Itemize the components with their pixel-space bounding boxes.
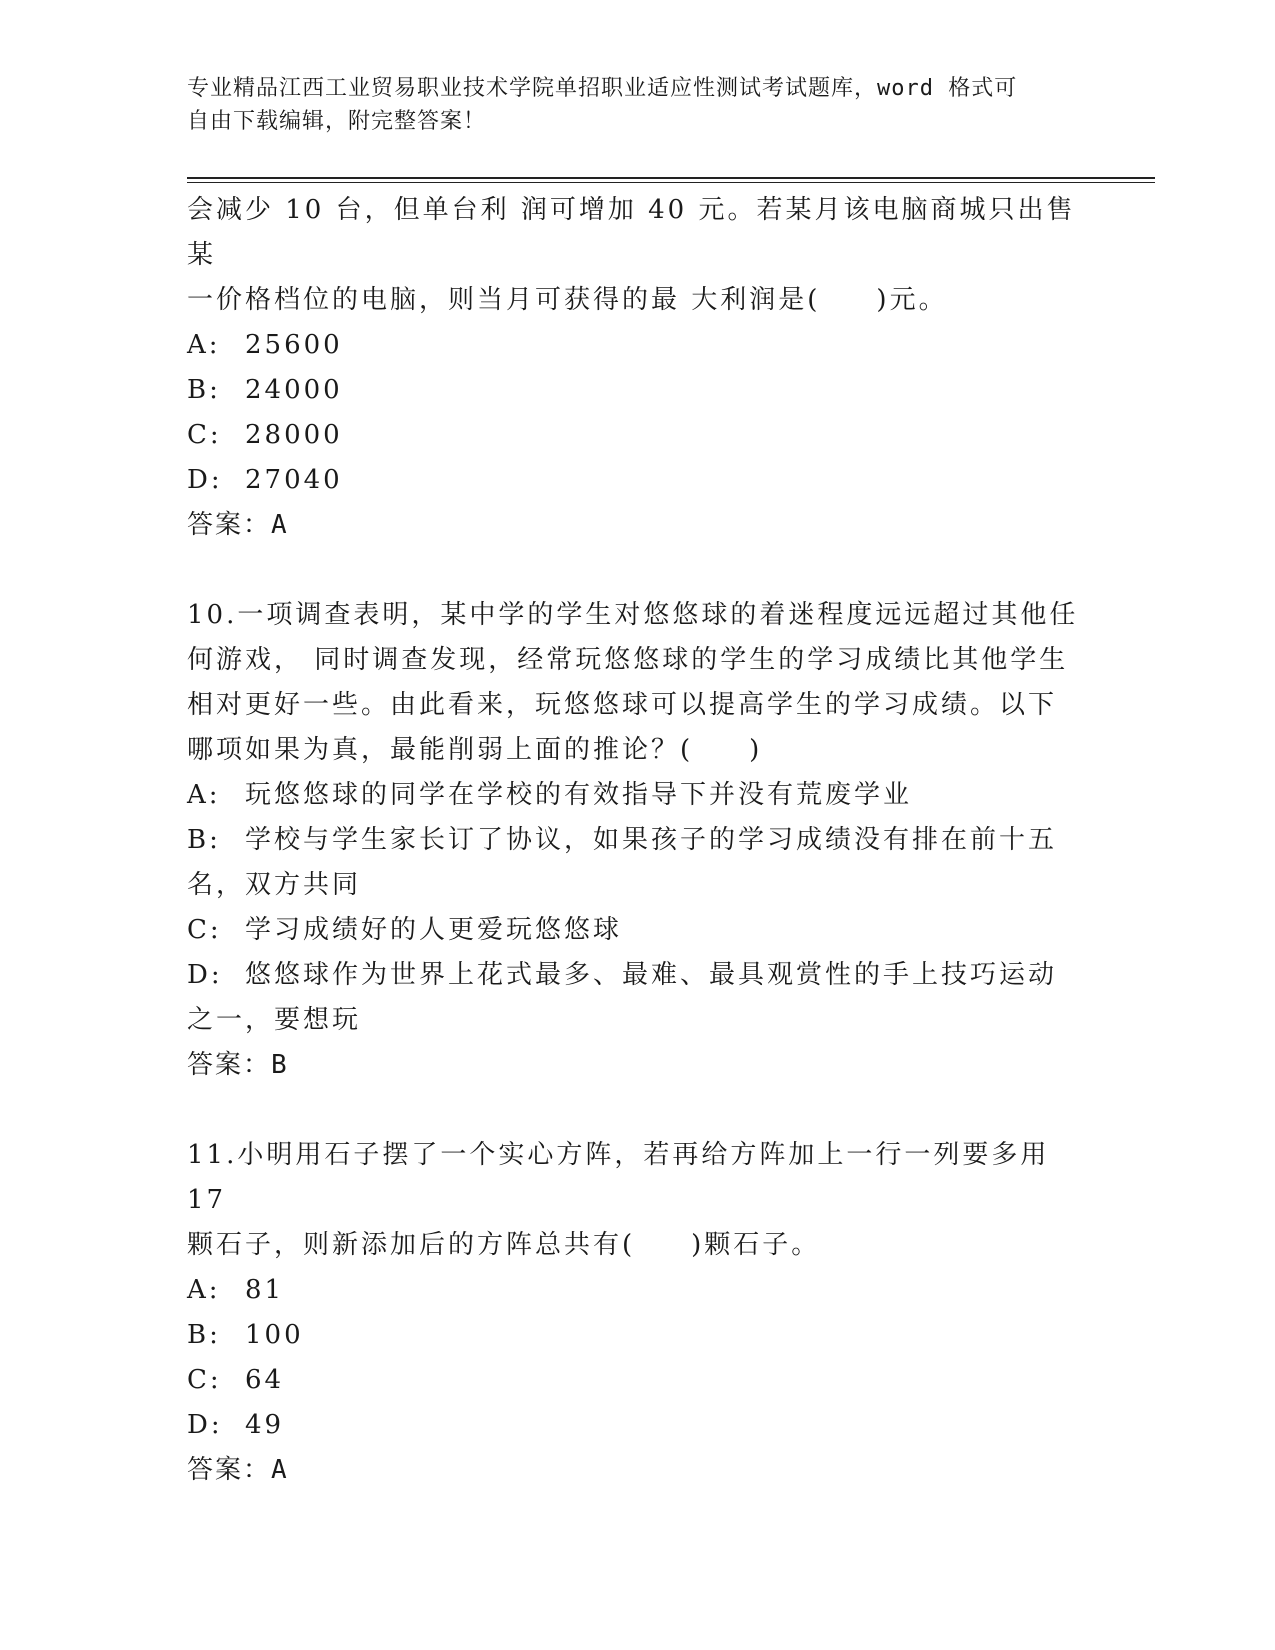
q11-answer: 答案：A — [187, 1455, 289, 1485]
header-line-2: 自由下载编辑，附完整答案！ — [187, 109, 487, 134]
q9-option-a: A: 25600 — [187, 330, 343, 360]
q9-option-b: B: 24000 — [187, 375, 343, 405]
q11-option-d: D: 49 — [187, 1410, 285, 1440]
spacer — [187, 548, 1087, 593]
q9-answer: 答案：A — [187, 510, 289, 540]
q10-option-c: C: 学习成绩好的人更爱玩悠悠球 — [187, 915, 623, 945]
q10-stem-line-2: 何游戏， 同时调查发现，经常玩悠悠球的学生的学习成绩比其他学生 — [187, 645, 1069, 675]
q10-option-d: D: 悠悠球作为世界上花式最多、最难、最具观赏性的手上技巧运动 — [187, 960, 1058, 990]
q9-option-d: D: 27040 — [187, 465, 343, 495]
q10-stem-line-4: 哪项如果为真，最能削弱上面的推论？( ) — [187, 735, 763, 765]
q9-stem-line-1: 会减少 10 台，但单台利 润可增加 40 元。若某月该电脑商城只出售某 — [187, 195, 1076, 270]
q10-option-a: A: 玩悠悠球的同学在学校的有效指导下并没有荒废学业 — [187, 780, 913, 810]
q10-stem-line-1: 10.一项调查表明，某中学的学生对悠悠球的着迷程度远远超过其他任 — [187, 600, 1079, 630]
document-body — [187, 188, 1087, 1493]
header-divider-thick — [187, 177, 1155, 179]
q11-stem-line-2: 颗石子，则新添加后的方阵总共有( )颗石子。 — [187, 1230, 821, 1260]
q11-stem-line-1: 11.小明用石子摆了一个实心方阵，若再给方阵加上一行一列要多用 17 — [187, 1140, 1050, 1215]
q10-answer: 答案：B — [187, 1050, 289, 1080]
q10-option-d-cont: 之一，要想玩 — [187, 1005, 362, 1035]
q10-stem-line-3: 相对更好一些。由此看来，玩悠悠球可以提高学生的学习成绩。以下 — [187, 690, 1058, 720]
q9-stem-line-2: 一价格档位的电脑，则当月可获得的最 大利润是( )元。 — [187, 285, 948, 315]
spacer — [187, 1088, 1087, 1133]
q11-option-b: B: 100 — [187, 1320, 304, 1350]
q11-option-a: A: 81 — [187, 1275, 285, 1305]
header-line-1: 专业精品江西工业贸易职业技术学院单招职业适应性测试考试题库，word 格式可 — [187, 76, 1018, 101]
q10-option-b-cont: 名，双方共同 — [187, 870, 362, 900]
q10-option-b: B: 学校与学生家长订了协议，如果孩子的学习成绩没有排在前十五 — [187, 825, 1058, 855]
document-header — [187, 72, 1087, 138]
q11-option-c: C: 64 — [187, 1365, 285, 1395]
header-divider-thin — [187, 182, 1155, 183]
q9-option-c: C: 28000 — [187, 420, 343, 450]
